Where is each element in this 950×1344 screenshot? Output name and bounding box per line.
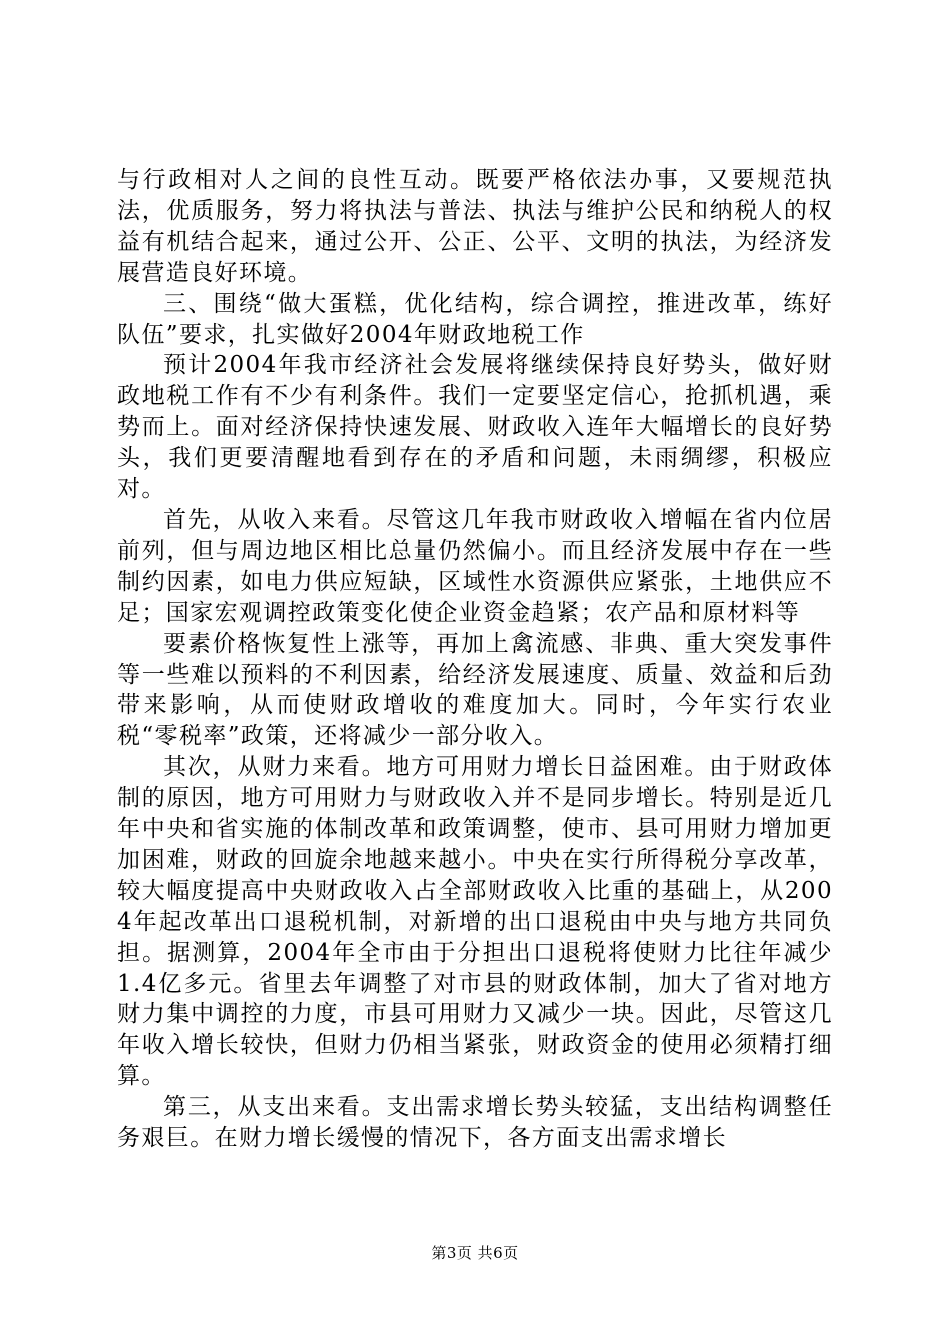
paragraph-third-expenditure: 第三，从支出来看。支出需求增长势头较猛，支出结构调整任务艰巨。在财力增长缓慢的情况下，各方面支出需求增长 [117,1094,833,1152]
paragraph-first-revenue: 首先，从收入来看。尽管这几年我市财政收入增幅在省内位居前列，但与周边地区相比总量仍然偏小。而且经济发展中存在一些制约因素，如电力供应短缺，区域性水资源供应紧张，土地供应不足；国家宏观调控政策变化使企业资金趋紧；农产品和原材料等 [117,506,833,626]
page-number-label: 第3页 共6页 [431,1244,519,1262]
page-footer [0,1243,950,1263]
paragraph-factor-prices: 要素价格恢复性上涨等，再加上禽流感、非典、重大突发事件等一些难以预料的不利因素，给经济发展速度、质量、效益和后劲带来影响，从而使财政增收的难度加大。同时，今年实行农业税“零税率”政策，还将减少一部分收入。 [117,630,833,750]
section-heading-three: 三、围绕“做大蛋糕，优化结构，综合调控，推进改革，练好队伍”要求，扎实做好2004年财政地税工作 [117,290,833,348]
paragraph-forecast: 预计2004年我市经济社会发展将继续保持良好势头，做好财政地税工作有不少有利条件。我们一定要坚定信心，抢抓机遇，乘势而上。面对经济保持快速发展、财政收入连年大幅增长的良好势头，我们更要清醒地看到存在的矛盾和问题，未雨绸缪，积极应对。 [117,352,833,503]
paragraph-continuation: 与行政相对人之间的良性互动。既要严格依法办事，又要规范执法，优质服务，努力将执法与普法、执法与维护公民和纳税人的权益有机结合起来，通过公开、公正、公平、文明的执法，为经济发展营造良好环境。 [117,167,833,286]
paragraph-second-financial-capacity: 其次，从财力来看。地方可用财力增长日益困难。由于财政体制的原因，地方可用财力与财政收入并不是同步增长。特别是近几年中央和省实施的体制改革和政策调整，使市、县可用财力增加更加困难，财政的回旋余地越来越小。中央在实行所得税分享改革，较大幅度提高中央财政收入占全部财政收入比重的基础上，从2004年起改革出口退税机制，对新增的出口退税由中央与地方共同负担。据测算，2004年全市由于分担出口退税将使财力比往年减少1.4亿多元。省里去年调整了对市县的财政体制，加大了省对地方财力集中调控的力度，市县可用财力又减少一块。因此，尽管这几年收入增长较快，但财力仍相当紧张，财政资金的使用必须精打细算。 [117,754,833,1090]
document-body [117,165,833,1154]
